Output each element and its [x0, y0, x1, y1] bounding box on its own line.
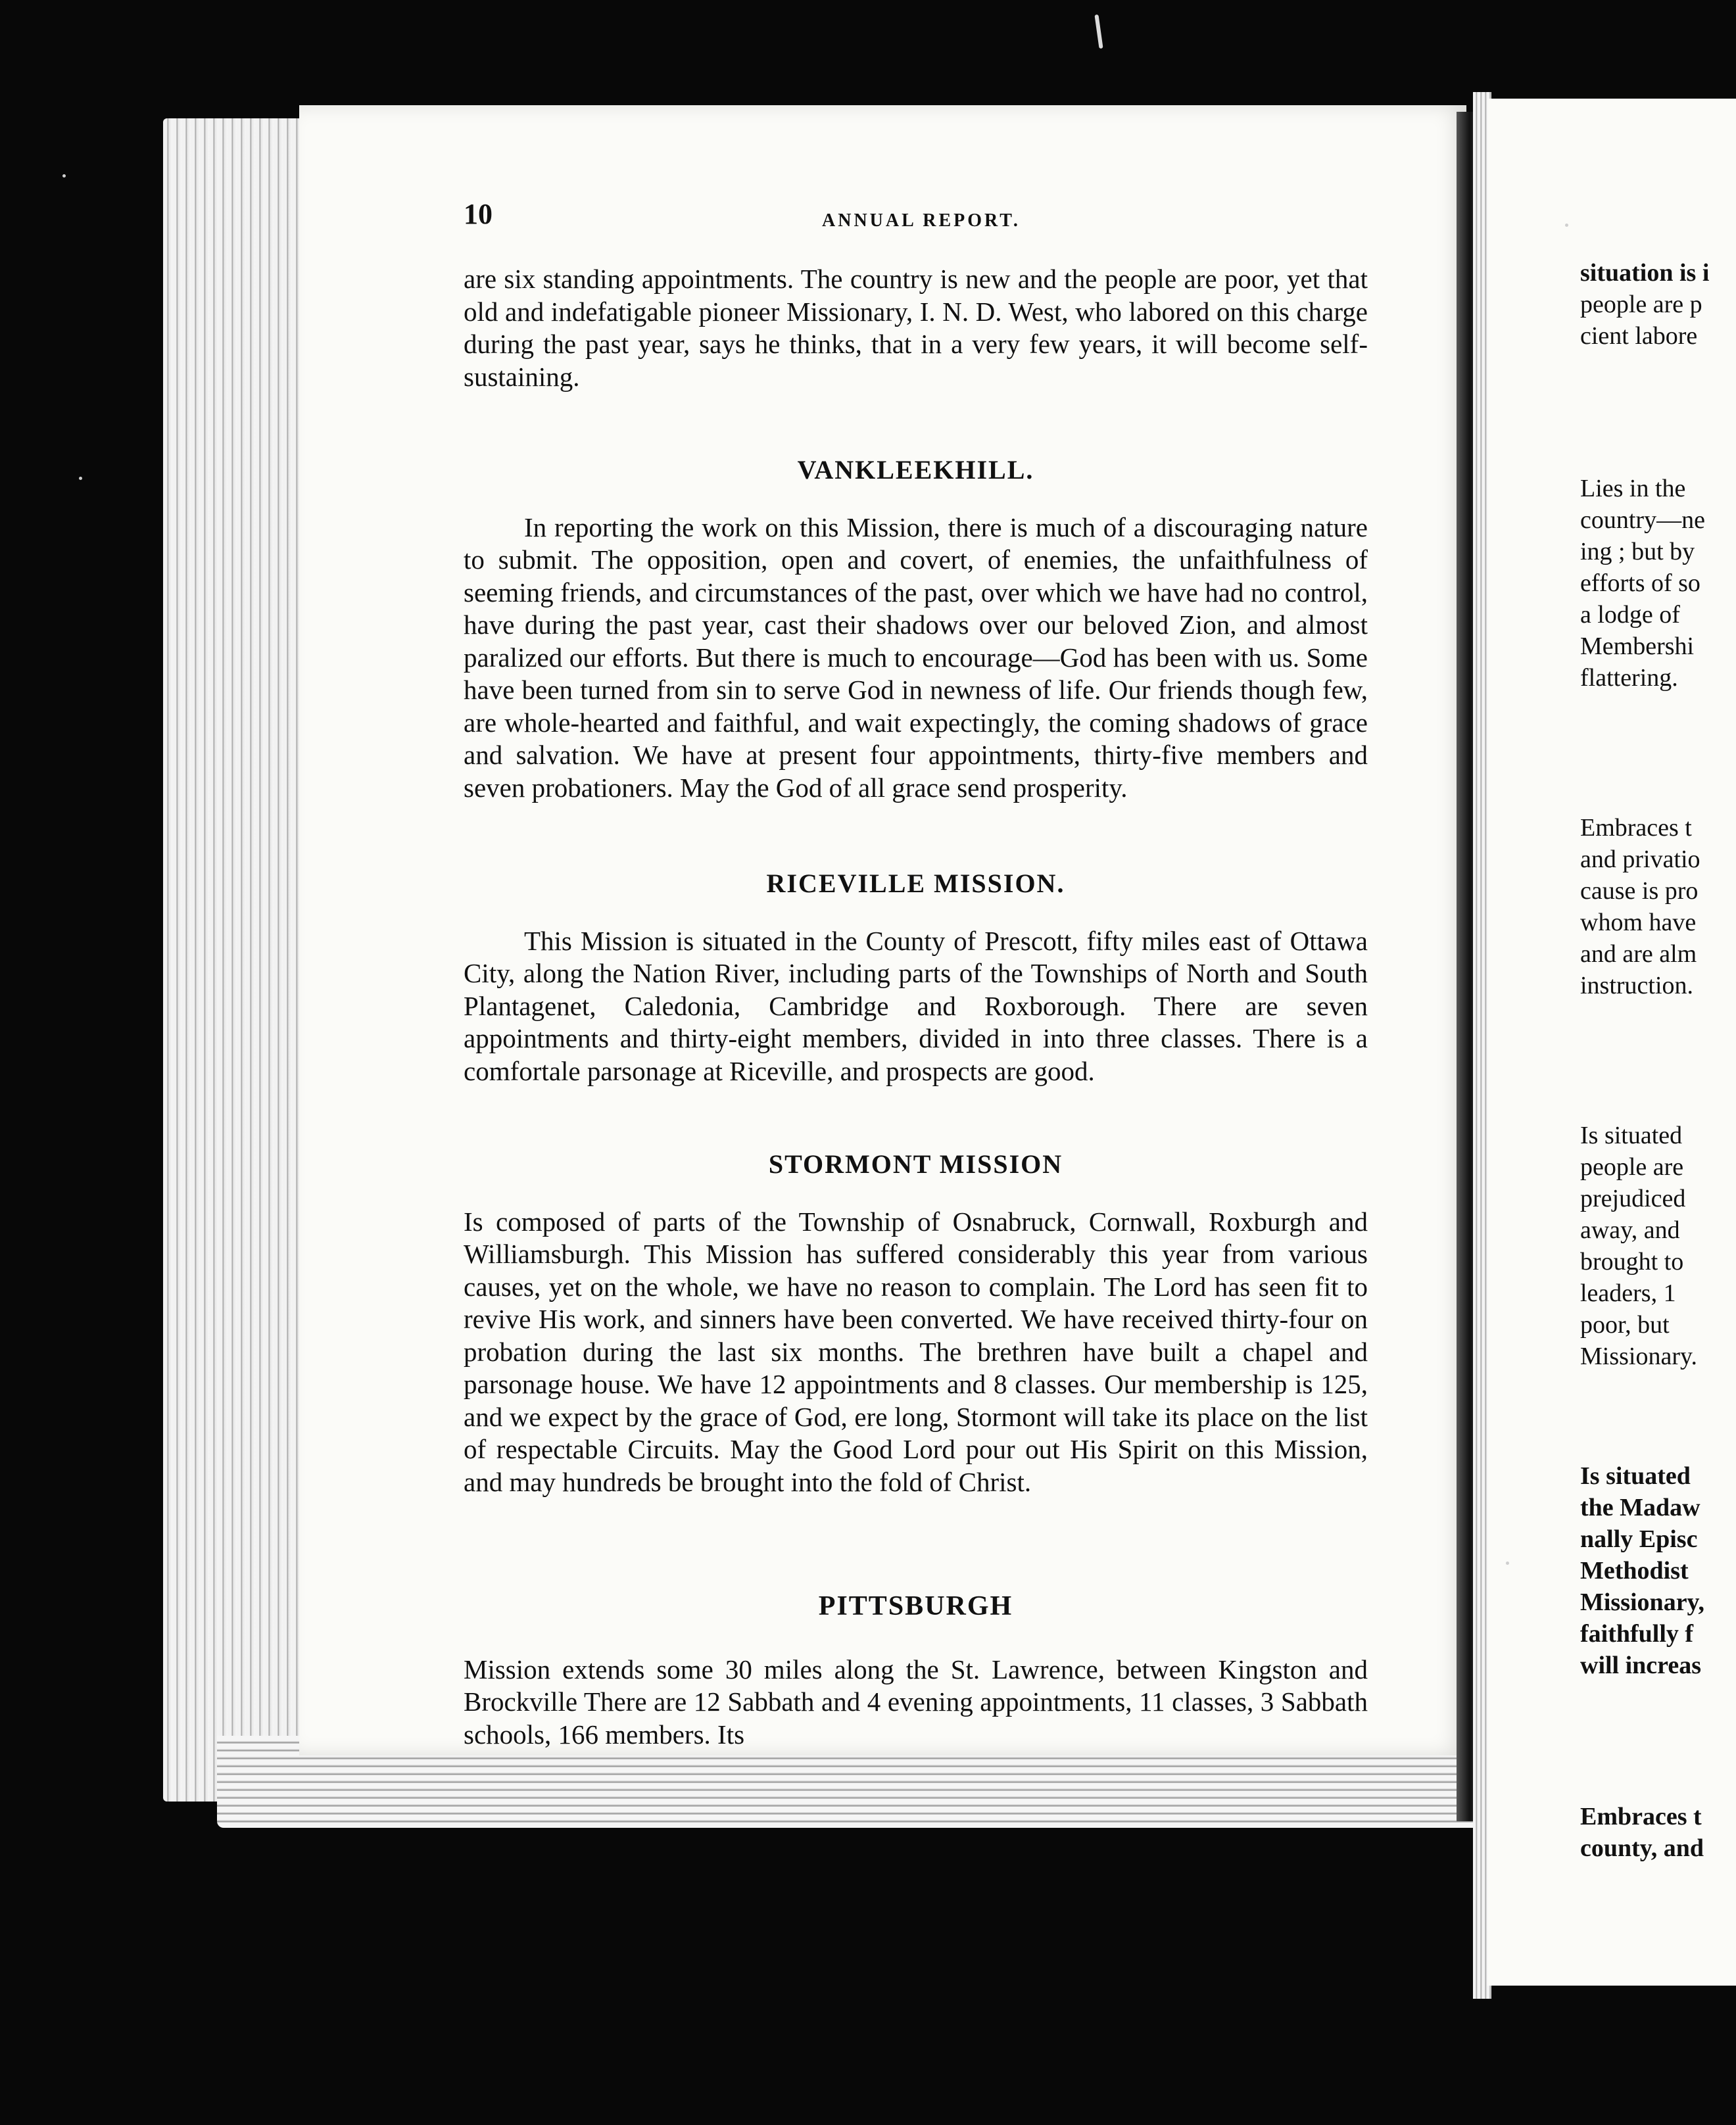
facing-line: country—ne [1580, 506, 1705, 534]
page-number: 10 [464, 198, 493, 230]
facing-line: and are alm [1580, 940, 1697, 968]
section-heading-pittsburgh: PITTSBURGH [818, 1591, 1013, 1621]
facing-line: whom have [1580, 909, 1697, 936]
facing-line: county, and [1580, 1834, 1704, 1862]
facing-line: Is situated [1580, 1462, 1691, 1490]
facing-line: Lies in the [1580, 475, 1686, 502]
facing-line: efforts of so [1580, 569, 1700, 597]
facing-line: nally Episc [1580, 1525, 1698, 1553]
facing-line: people are p [1580, 291, 1702, 318]
main-text [464, 263, 1368, 1751]
section-text-vankleekhill: In reporting the work on this Mission, there is much of a discouraging nature to submit. The opposition, open and covert, of enemies, the unfaithfulness of seeming friends, and circumstances of the past, over which we have had no control, have during the past year, cast their shadows over our beloved Zion, and almost paralized our efforts. But there is much to encourage—God has been with us. Some have been turned from sin to serve God in newness of life. Our friends though few, are whole-hearted and faithful, and wait expectingly, the coming shadows of grace and salvation. We have at present four appointments, thirty-five members and seven probationers. May the God of all grace send prosperity. [464, 512, 1368, 803]
section-heading-riceville: RICEVILLE MISSION. [766, 869, 1065, 898]
facing-line: cient labore [1580, 322, 1698, 350]
facing-line: brought to [1580, 1248, 1684, 1276]
facing-line: poor, but [1580, 1311, 1670, 1339]
scan-speck [1506, 1562, 1509, 1565]
intro-paragraph: are six standing appointments. The country is new and the people are poor, yet that old and indefatigable pioneer Missionary, I. N. D. West, who labored on this charge during the past year, says he thinks, that in a very few years, it will become self-sustaining. [464, 264, 1368, 392]
facing-line: Is situated [1580, 1122, 1683, 1149]
facing-line: Missionary. [1580, 1343, 1698, 1370]
facing-line: leaders, 1 [1580, 1279, 1676, 1307]
scan-speck [62, 174, 66, 178]
facing-line: ing ; but by [1580, 538, 1695, 565]
facing-line: instruction. [1580, 972, 1694, 999]
section-text-riceville: This Mission is situated in the County of Prescott, fifty miles east of Ottawa City, along the Nation River, including parts of the Townships of North and South Plantagenet, Caledonia, Cambridge and Roxborough. There are seven appointments and thirty-eight members, divided in into three classes. There is a comfortale parsonage at Riceville, and prospects are good. [464, 925, 1368, 1086]
facing-line: situation is i [1580, 259, 1710, 287]
binding-mark [1094, 14, 1103, 49]
facing-line: away, and [1580, 1216, 1680, 1244]
facing-line: will increas [1580, 1652, 1702, 1679]
facing-line: flattering. [1580, 664, 1678, 692]
facing-line: Methodist [1580, 1557, 1689, 1585]
facing-line: a lodge of [1580, 601, 1680, 629]
right-page [1487, 99, 1736, 1986]
facing-line: cause is pro [1580, 877, 1699, 905]
running-head: ANNUAL REPORT. [822, 210, 1021, 231]
facing-line: Membershi [1580, 633, 1695, 660]
scan-speck [79, 477, 82, 480]
facing-line: and privatio [1580, 846, 1700, 873]
facing-line: Missionary, [1580, 1588, 1704, 1616]
scan-speck [1565, 224, 1568, 227]
facing-line: faithfully f [1580, 1620, 1694, 1648]
section-heading-stormont: STORMONT MISSION [768, 1149, 1063, 1179]
facing-line: people are [1580, 1153, 1684, 1181]
section-text-pittsburgh: Mission extends some 30 miles along the St. Lawrence, between Kingston and Brockville There are 12 Sabbath and 4 evening appointments, 11 classes, 3 Sabbath schools, 166 members. Its [464, 1654, 1368, 1750]
facing-line: Embraces t [1580, 814, 1692, 842]
section-text-stormont: Is composed of parts of the Township of Osnabruck, Cornwall, Roxburgh and Williamsburgh. This Mission has suffered considerably this year from various causes, yet on the whole, we have no reason to complain. The Lord has seen fit to revive His work, and sinners have been converted. We have received thirty-four on probation during the last six months. The brethren have built a chapel and parsonage house. We have 12 appointments and 8 classes. Our membership is 125, and we expect by the grace of God, ere long, Stormont will take its place on the list of respectable Circuits. May the Good Lord pour out His Spirit on this Mission, and may hundreds be brought into the fold of Christ. [464, 1206, 1368, 1497]
facing-line: Embraces t [1580, 1803, 1702, 1830]
facing-line: the Madaw [1580, 1494, 1700, 1521]
section-heading-vankleekhill: VANKLEEKHILL. [797, 455, 1034, 485]
facing-line: prejudiced [1580, 1185, 1686, 1212]
